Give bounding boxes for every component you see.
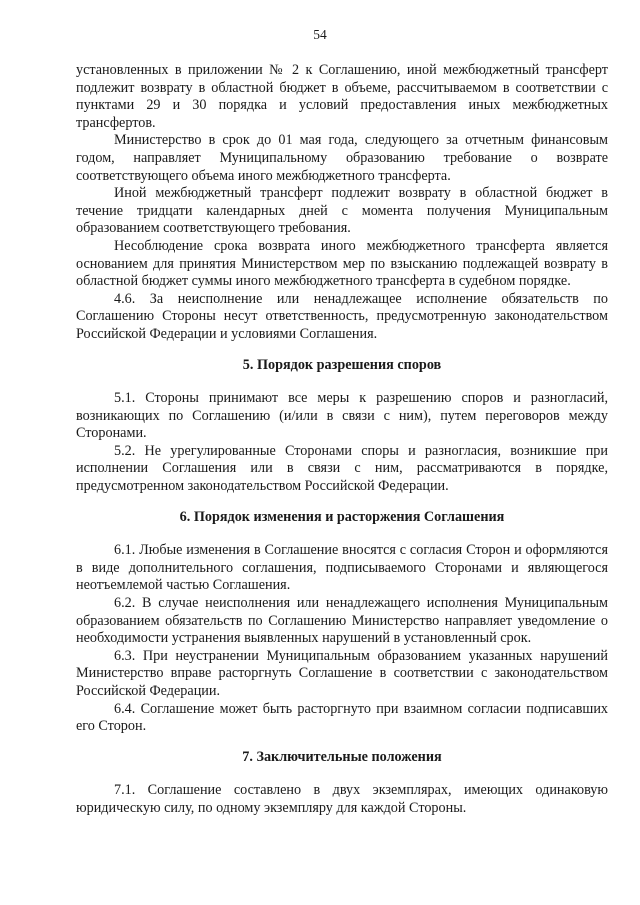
paragraph-7-1: 7.1. Соглашение составлено в двух экземплярах, имеющих одинаковую юридическую силу, по одному экземпляру для каждой Стороны. xyxy=(76,782,608,816)
section-7-heading: 7. Заключительные положения xyxy=(242,748,442,765)
paragraph-4-6: 4.6. За неисполнение или ненадлежащее исполнение обязательств по Соглашению Стороны несут ответственность, предусмотренную законодательством Российской Федерации и условиями Соглашения. xyxy=(76,290,608,342)
paragraph-5-2: 5.2. Не урегулированные Сторонами споры и разногласия, возникшие при исполнении Соглашения или в связи с ним, рассматриваются в порядке, предусмотренном законодательством Российской Федерации. xyxy=(76,442,608,495)
paragraph: Иной межбюджетный трансферт подлежит возврату в областной бюджет в течение тридцати календарных дней с момента получения Муниципальным образованием соответствующего требования. xyxy=(76,185,608,237)
paragraph-6-4: 6.4. Соглашение может быть расторгнуто при взаимном согласии подписавших его Сторон. xyxy=(76,700,608,735)
paragraph: установленных в приложении № 2 к Соглашению, иной межбюджетный трансферт подлежит возврату в областной бюджет в объеме, рассчитываемом в соответствии с пунктами 29 и 30 порядка и условий предоставления иных межбюджетных трансфертов. xyxy=(76,62,608,131)
section-6-heading: 6. Порядок изменения и расторжения Соглашения xyxy=(179,508,505,525)
paragraph: Министерство в срок до 01 мая года, следующего за отчетным финансовым годом, направляет Муниципальному образованию требование о возврате соответствующего объема иного межбюджетного трансферта. xyxy=(76,132,608,184)
paragraph-6-2: 6.2. В случае неисполнения или ненадлежащего исполнения Муниципальным образованием обязательств по Соглашению Министерство направляет уведомление о необходимости устранения выявленных нарушений в установленный срок. xyxy=(76,595,608,647)
paragraph-5-1: 5.1. Стороны принимают все меры к разрешению споров и разногласий, возникающих по Соглашению (и/или в связи с ним), путем переговоров между Сторонами. xyxy=(76,390,608,442)
section-5-heading: 5. Порядок разрешения споров xyxy=(242,356,442,373)
page-number: 54 xyxy=(313,27,327,42)
paragraph-6-3: 6.3. При неустранении Муниципальным образованием указанных нарушений Министерство вправе расторгнуть Соглашение в соответствии с законодательством Российской Федерации. xyxy=(76,647,608,699)
paragraph: Несоблюдение срока возврата иного межбюджетного трансферта является основанием для принятия Министерством мер по взысканию подлежащей возврату в областной бюджет суммы иного межбюджетного трансферта в судебном порядке. xyxy=(76,237,608,290)
paragraph-6-1: 6.1. Любые изменения в Соглашение вносятся с согласия Сторон и оформляются в виде дополнительного соглашения, подписываемого Сторонами и являющегося неотъемлемой частью Соглашения. xyxy=(76,542,608,594)
page-content xyxy=(76,62,608,818)
